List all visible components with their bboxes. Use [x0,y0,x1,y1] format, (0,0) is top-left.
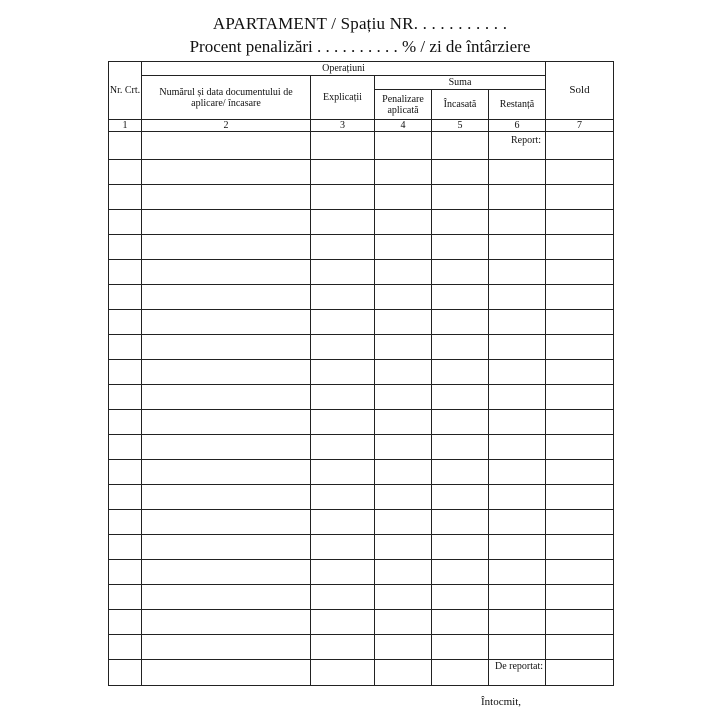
table-cell[interactable] [432,260,489,285]
table-cell[interactable] [109,635,142,660]
table-row [109,360,614,385]
table-cell[interactable] [546,260,614,285]
table-cell[interactable] [546,435,614,460]
table-cell[interactable] [489,260,546,285]
table-cell[interactable] [432,235,489,260]
table-cell[interactable] [546,635,614,660]
table-cell[interactable] [489,385,546,410]
table-cell[interactable] [109,360,142,385]
table-row [109,510,614,535]
header-operatiuni: Operațiuni [142,62,546,76]
column-number: 1 [109,120,142,132]
table-cell[interactable] [142,635,311,660]
table-cell[interactable] [489,435,546,460]
table-cell[interactable] [311,285,375,310]
table-row [109,260,614,285]
table-cell[interactable] [311,185,375,210]
table-cell[interactable] [432,435,489,460]
table-cell[interactable] [489,460,546,485]
table-cell[interactable] [432,510,489,535]
table-cell[interactable] [375,335,432,360]
table-cell[interactable] [432,585,489,610]
table-cell[interactable] [311,160,375,185]
table-cell[interactable] [432,360,489,385]
table-cell[interactable] [375,510,432,535]
table-cell[interactable] [142,535,311,560]
table-cell[interactable] [546,610,614,635]
table-row [109,210,614,235]
table-cell[interactable] [109,485,142,510]
table-cell[interactable] [109,185,142,210]
table-cell[interactable] [109,132,142,160]
column-number: 7 [546,120,614,132]
table-cell[interactable] [546,310,614,335]
header-document: Numărul și data documentului de aplicare/ încasare [142,76,311,120]
table-cell[interactable] [142,185,311,210]
table-cell[interactable] [375,260,432,285]
table-row [109,485,614,510]
table-cell[interactable] [546,160,614,185]
table-cell[interactable] [375,185,432,210]
table-cell[interactable] [109,235,142,260]
table-cell[interactable] [489,160,546,185]
header-sold: Sold [546,62,614,120]
table-row [109,335,614,360]
table-cell[interactable] [432,335,489,360]
table-cell[interactable] [432,185,489,210]
table-cell[interactable] [375,460,432,485]
table-cell[interactable] [432,535,489,560]
table-cell[interactable] [546,132,614,160]
table-cell[interactable] [311,235,375,260]
table-cell[interactable] [432,285,489,310]
table-cell[interactable] [311,310,375,335]
table-cell[interactable] [375,385,432,410]
header-suma: Suma [375,76,546,90]
table-cell[interactable] [142,485,311,510]
report-label: Report: [489,132,546,160]
table-cell[interactable] [546,410,614,435]
table-cell[interactable] [109,160,142,185]
table-cell[interactable] [142,510,311,535]
table-cell[interactable] [142,460,311,485]
table-cell[interactable] [375,610,432,635]
column-number: 3 [311,120,375,132]
table-cell[interactable] [432,460,489,485]
table-cell[interactable] [109,385,142,410]
table-cell[interactable] [489,410,546,435]
table-cell[interactable] [375,585,432,610]
table-cell[interactable] [489,235,546,260]
table-row [109,235,614,260]
table-cell[interactable] [375,560,432,585]
table-cell[interactable] [311,460,375,485]
ledger-table [108,61,614,686]
table-cell[interactable] [142,585,311,610]
table-cell[interactable] [375,485,432,510]
table-cell[interactable] [375,535,432,560]
table-row [109,460,614,485]
table-cell[interactable] [489,610,546,635]
table-cell[interactable] [489,635,546,660]
table-cell[interactable] [375,435,432,460]
table-cell[interactable] [142,410,311,435]
table-row [109,410,614,435]
table-cell[interactable] [311,385,375,410]
table-row [109,160,614,185]
table-cell[interactable] [546,460,614,485]
table-cell[interactable] [375,285,432,310]
column-number: 2 [142,120,311,132]
table-row [109,435,614,460]
table-cell[interactable] [546,485,614,510]
table-cell[interactable] [432,610,489,635]
table-cell[interactable] [109,585,142,610]
table-cell[interactable] [489,485,546,510]
table-cell[interactable] [142,610,311,635]
table-cell[interactable] [546,560,614,585]
table-cell[interactable] [375,310,432,335]
table-row [109,310,614,335]
table-cell[interactable] [375,235,432,260]
header-restanta: Restanță [489,90,546,120]
report-row [109,132,614,160]
table-row [109,585,614,610]
table-cell[interactable] [432,635,489,660]
table-cell[interactable] [546,510,614,535]
table-cell[interactable] [546,660,614,686]
table-cell[interactable] [432,132,489,160]
table-cell[interactable] [375,410,432,435]
table-row [109,535,614,560]
table-cell[interactable] [142,260,311,285]
table-cell[interactable] [311,360,375,385]
table-cell[interactable] [311,335,375,360]
page-title: APARTAMENT / Spațiu NR. . . . . . . . . . . [212,14,508,33]
table-cell[interactable] [489,185,546,210]
table-cell[interactable] [489,210,546,235]
table-cell[interactable] [142,310,311,335]
table-cell[interactable] [109,535,142,560]
table-cell[interactable] [432,310,489,335]
table-cell[interactable] [432,410,489,435]
table-cell[interactable] [109,610,142,635]
table-cell[interactable] [109,560,142,585]
table-cell[interactable] [109,285,142,310]
table-cell[interactable] [142,285,311,310]
table-cell[interactable] [489,585,546,610]
table-cell[interactable] [142,335,311,360]
table-cell[interactable] [142,360,311,385]
table-cell[interactable] [311,132,375,160]
table-cell[interactable] [142,235,311,260]
table-cell[interactable] [432,160,489,185]
table-cell[interactable] [489,510,546,535]
table-cell[interactable] [109,435,142,460]
column-number: 6 [489,120,546,132]
table-cell[interactable] [546,210,614,235]
table-cell[interactable] [489,285,546,310]
table-cell[interactable] [142,385,311,410]
table-cell[interactable] [311,435,375,460]
table-cell[interactable] [546,235,614,260]
table-cell[interactable] [489,310,546,335]
table-row [109,560,614,585]
table-cell[interactable] [142,210,311,235]
table-cell[interactable] [311,410,375,435]
table-cell[interactable] [311,610,375,635]
table-row [109,185,614,210]
table-cell[interactable] [142,660,311,686]
table-cell[interactable] [311,210,375,235]
table-cell[interactable] [311,485,375,510]
table-cell[interactable] [432,385,489,410]
table-cell[interactable] [311,635,375,660]
table-cell[interactable] [311,660,375,686]
table-cell[interactable] [546,585,614,610]
table-cell[interactable] [375,160,432,185]
table-cell[interactable] [311,560,375,585]
header-incasata: Încasată [432,90,489,120]
table-cell[interactable] [142,132,311,160]
table-cell[interactable] [109,410,142,435]
table-cell[interactable] [311,260,375,285]
penalty-percent-line: Procent penalizări . . . . . . . . . . % / zi de întârziere [189,37,531,56]
column-number: 5 [432,120,489,132]
table-cell[interactable] [432,210,489,235]
header-explicatii: Explicații [311,76,375,120]
header-nr-crt: Nr. Crt. [109,62,142,120]
table-cell[interactable] [109,260,142,285]
table-cell[interactable] [546,360,614,385]
table-cell[interactable] [109,660,142,686]
table-cell[interactable] [375,635,432,660]
de-reportat-label: De reportat: [489,660,546,686]
intocmit-label: Întocmit, [481,696,522,708]
table-cell[interactable] [109,335,142,360]
table-cell[interactable] [432,660,489,686]
column-number: 4 [375,120,432,132]
table-cell[interactable] [311,585,375,610]
table-cell[interactable] [489,360,546,385]
table-cell[interactable] [375,210,432,235]
table-row [109,385,614,410]
table-row [109,635,614,660]
de-reportat-row [109,660,614,686]
table-cell[interactable] [311,535,375,560]
table-cell[interactable] [546,535,614,560]
table-cell[interactable] [546,335,614,360]
table-cell[interactable] [109,210,142,235]
table-cell[interactable] [375,660,432,686]
table-cell[interactable] [142,560,311,585]
table-cell[interactable] [489,335,546,360]
table-cell[interactable] [142,160,311,185]
table-cell[interactable] [432,485,489,510]
table-cell[interactable] [546,285,614,310]
table-row [109,610,614,635]
table-cell[interactable] [546,185,614,210]
table-cell[interactable] [489,535,546,560]
table-cell[interactable] [546,385,614,410]
table-cell[interactable] [375,132,432,160]
table-cell[interactable] [489,560,546,585]
table-cell[interactable] [311,510,375,535]
table-cell[interactable] [432,560,489,585]
table-cell[interactable] [109,460,142,485]
table-cell[interactable] [375,360,432,385]
table-cell[interactable] [109,310,142,335]
header-penalizare: Penalizare aplicată [375,90,432,120]
table-row [109,285,614,310]
table-cell[interactable] [109,510,142,535]
table-cell[interactable] [142,435,311,460]
